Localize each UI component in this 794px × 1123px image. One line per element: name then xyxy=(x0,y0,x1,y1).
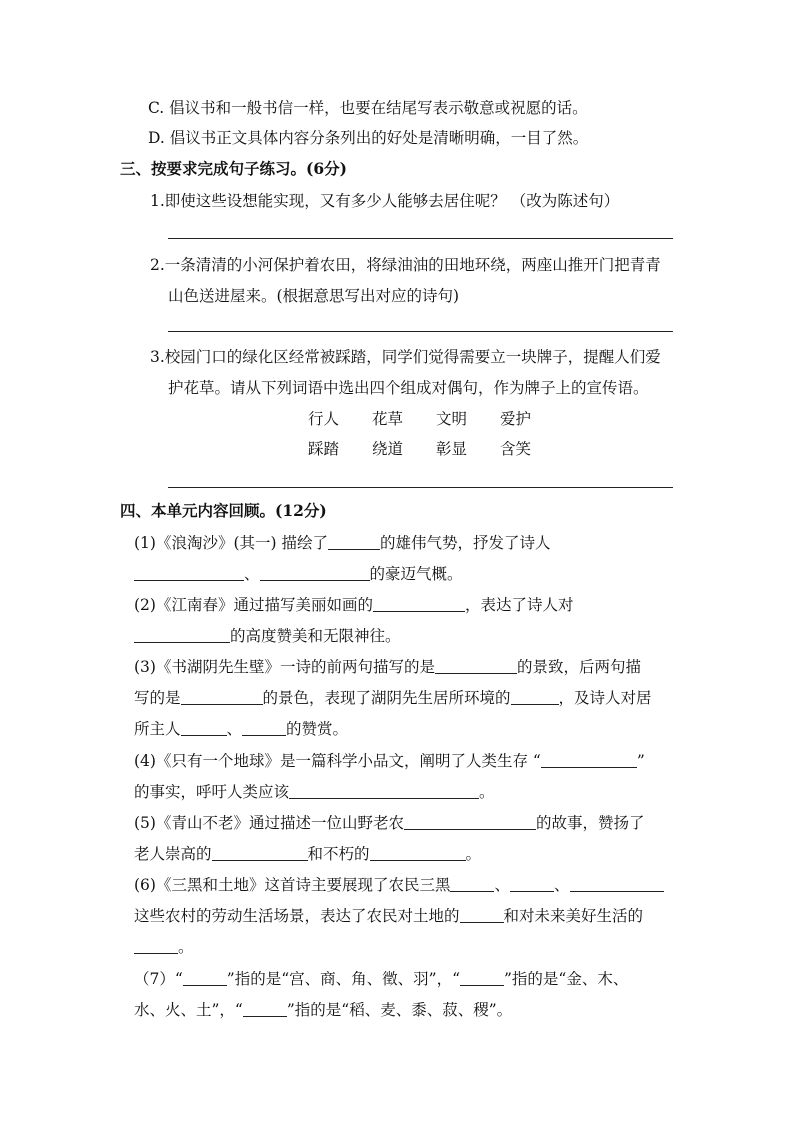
blank[interactable] xyxy=(460,969,504,986)
blank[interactable] xyxy=(242,719,286,736)
section4-heading: 四、本单元内容回顾。(12分) xyxy=(120,501,327,520)
blank[interactable] xyxy=(450,875,494,892)
q3-answer-line[interactable] xyxy=(168,487,673,488)
blank[interactable] xyxy=(570,875,664,892)
word-option: 花草 xyxy=(372,410,404,428)
blank[interactable] xyxy=(510,875,554,892)
blank[interactable] xyxy=(212,844,308,861)
item6-line3: 。 xyxy=(134,936,194,958)
blank[interactable] xyxy=(404,813,536,830)
q1-answer-line[interactable] xyxy=(168,238,673,239)
word-option: 爱护 xyxy=(500,410,532,428)
item4-line1: (4)《只有一个地球》是一篇科学小品文，阐明了人类生存 “ ” xyxy=(134,752,645,770)
word-option: 含笑 xyxy=(500,440,532,458)
word-option: 彰显 xyxy=(436,440,468,458)
blank[interactable] xyxy=(541,751,637,768)
item5-line1: (5)《青山不老》通过描述一位山野老农 的故事，赞扬了 xyxy=(134,814,645,832)
item4-line2: 的事实，呼吁人类应该 。 xyxy=(134,783,495,801)
item2-line2: 的高度赞美和无限神往。 xyxy=(134,625,401,647)
blank[interactable] xyxy=(370,844,466,861)
item3-line3: 所主人 、 的赞赏。 xyxy=(134,720,349,738)
item6-line1: (6)《三黑和土地》这首诗主要展现了农民三黑 、 、 xyxy=(134,874,664,896)
word-option: 文明 xyxy=(436,410,468,428)
blank[interactable] xyxy=(435,657,517,674)
blank[interactable] xyxy=(460,906,504,923)
item1-line2: 、 的豪迈气概。 xyxy=(134,563,463,585)
item6-line2: 这些农村的劳动生活场景，表达了农民对土地的 和对未来美好生活的 xyxy=(134,907,644,925)
section3-heading: 三、按要求完成句子练习。(6分) xyxy=(120,159,347,178)
word-option: 行人 xyxy=(308,410,340,428)
word-option: 绕道 xyxy=(372,440,404,458)
blank[interactable] xyxy=(328,533,380,550)
q2-text-line1: 2.一条清清的小河保护着农田，将绿油油的田地环绕，两座山推开门把青青 xyxy=(150,256,661,274)
q2-text-line2: 山色送进屋来。(根据意思写出对应的诗句) xyxy=(168,287,460,305)
blank[interactable] xyxy=(134,937,178,954)
item7-line1: （7）“ ”指的是“宫、商、角、徵、羽”，“ ”指的是“金、木、 xyxy=(134,970,629,988)
option-c: C. 倡议书和一般书信一样，也要在结尾写表示敬意或祝愿的话。 xyxy=(148,99,588,117)
blank[interactable] xyxy=(134,626,230,643)
option-d: D. 倡议书正文具体内容分条列出的好处是清晰明确，一目了然。 xyxy=(148,129,589,147)
q3-text-line1: 3.校园门口的绿化区经常被踩踏，同学们觉得需要立一块牌子，提醒人们爱 xyxy=(150,348,661,366)
item3-line1: (3)《书湖阴先生壁》一诗的前两句描写的是 的景致，后两句描 xyxy=(134,658,641,676)
blank[interactable] xyxy=(134,564,244,581)
q1-text: 1.即使这些设想能实现，又有多少人能够去居住呢？ （改为陈述句） xyxy=(150,192,620,210)
blank[interactable] xyxy=(243,1000,287,1017)
blank[interactable] xyxy=(511,688,559,705)
q3-text-line2: 护花草。请从下列词语中选出四个组成对偶句，作为牌子上的宣传语。 xyxy=(168,379,649,397)
blank[interactable] xyxy=(183,969,227,986)
q2-answer-line[interactable] xyxy=(168,331,673,332)
item1-line1: (1)《浪淘沙》(其一) 描绘了 的雄伟气势，抒发了诗人 xyxy=(134,534,551,552)
item5-line2: 老人崇高的 和不朽的 。 xyxy=(134,845,482,863)
blank[interactable] xyxy=(181,688,263,705)
word-option: 踩踏 xyxy=(308,440,340,458)
item3-line2: 写的是 的景色，表现了湖阴先生居所环境的 ，及诗人对居 xyxy=(134,689,652,707)
item2-line1: (2)《江南春》通过描写美丽如画的 ，表达了诗人对 xyxy=(134,596,574,614)
blank[interactable] xyxy=(373,595,465,612)
blank[interactable] xyxy=(181,719,227,736)
item7-line2: 水、火、土”，“ ”指的是“稻、麦、黍、菽、稷”。 xyxy=(134,1001,513,1019)
blank[interactable] xyxy=(260,564,370,581)
blank[interactable] xyxy=(289,782,479,799)
